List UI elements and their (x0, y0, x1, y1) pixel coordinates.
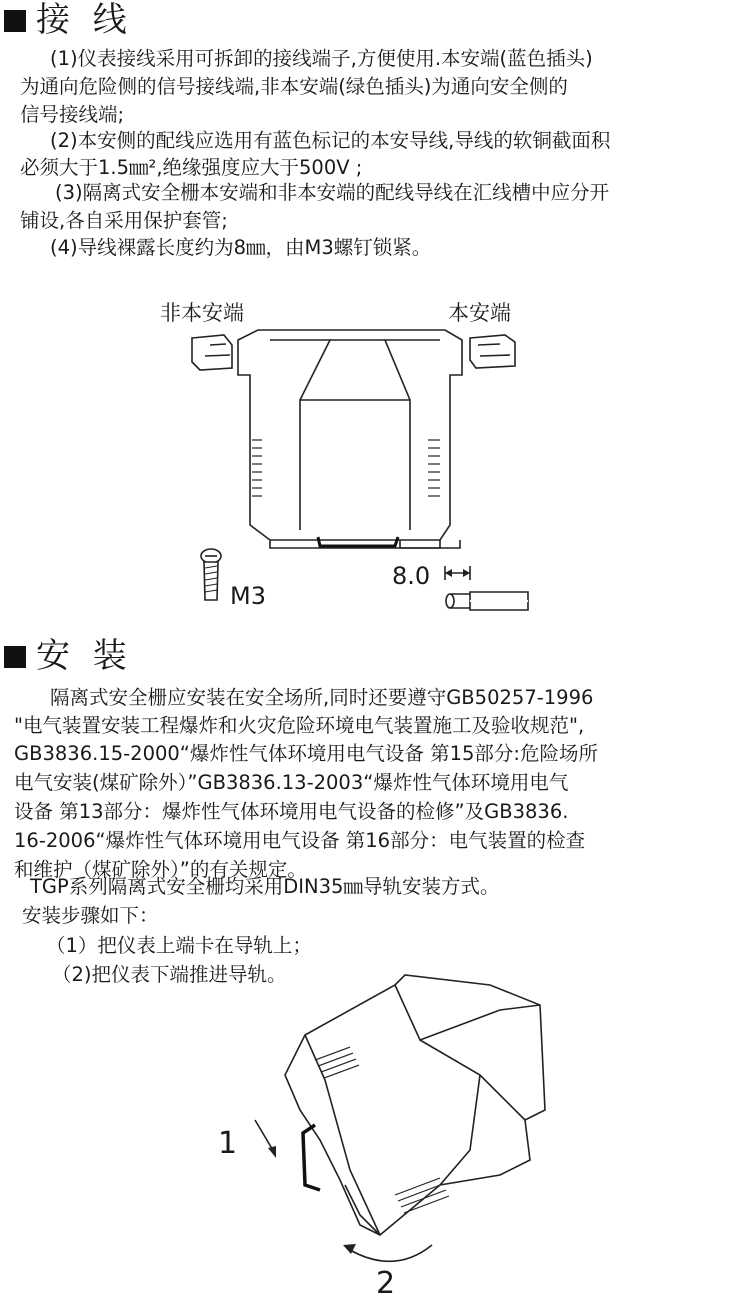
install-line-4: 电气安装(煤矿除外）”GB3836.13-2003“爆炸性气体环境用电气 (14, 771, 569, 794)
install-line-9: 安装步骤如下： (22, 904, 159, 927)
install-line-6: 16-2006“爆炸性气体环境用电气设备 第16部分：电气装置的检查 (14, 829, 586, 852)
wiring-line-8: (4)导线裸露长度约为8㎜，由M3螺钉锁紧。 (50, 236, 432, 259)
install-line-10: （1）把仪表上端卡在导轨上； (46, 934, 312, 957)
label-intrinsically-safe: 本安端 (448, 301, 511, 325)
step-1-label: 1 (218, 1126, 238, 1161)
wiring-heading: 接 线 (4, 0, 133, 40)
strip-length-label: 8.0 (392, 562, 431, 590)
arrow-step-1-icon (255, 1120, 276, 1158)
wiring-line-3: 信号接线端; (20, 103, 125, 126)
wiring-line-5: 必须大于1.5㎜²,绝缘强度应大于500V ; (20, 156, 363, 179)
install-line-2: "电气装置安装工程爆炸和火灾危险环境电气装置施工及验收规范", (14, 714, 585, 737)
install-line-3: GB3836.15-2000“爆炸性气体环境用电气设备 第15部分:危险场所 (14, 742, 598, 765)
step-2-label: 2 (376, 1266, 396, 1301)
install-line-5: 设备 第13部分：爆炸性气体环境用电气设备的检修”及GB3836. (14, 800, 569, 823)
arrow-step-2-icon (343, 1244, 432, 1261)
wiring-line-6: (3)隔离式安全栅本安端和非本安端的配线导线在汇线槽中应分开 (55, 181, 610, 204)
screw-label: M3 (230, 582, 266, 610)
wiring-line-2: 为通向危险侧的信号接线端,非本安端(绿色插头)为通向安全侧的 (20, 75, 568, 98)
install-line-8: TGP系列隔离式安全栅均采用DIN35㎜导轨安装方式。 (30, 875, 500, 898)
install-heading: 安 装 (4, 636, 133, 676)
wiring-line-7: 铺设,各自采用保护套管; (20, 209, 228, 232)
install-line-1: 隔离式安全栅应安装在安全场所,同时还要遵守GB50257-1996 (50, 686, 594, 709)
install-line-11: （2)把仪表下端推进导轨。 (52, 963, 287, 986)
label-non-intrinsically-safe: 非本安端 (160, 301, 244, 325)
install-line-7: 和维护（煤矿除外）”的有关规定。 (14, 858, 307, 881)
wiring-line-4: (2)本安侧的配线应选用有蓝色标记的本安导线,导线的软铜截面积 (50, 129, 611, 152)
wiring-line-1: (1)仪表接线采用可拆卸的接线端子,方便使用.本安端(蓝色插头) (50, 47, 593, 70)
barrier-module-tilted-icon (285, 975, 545, 1235)
